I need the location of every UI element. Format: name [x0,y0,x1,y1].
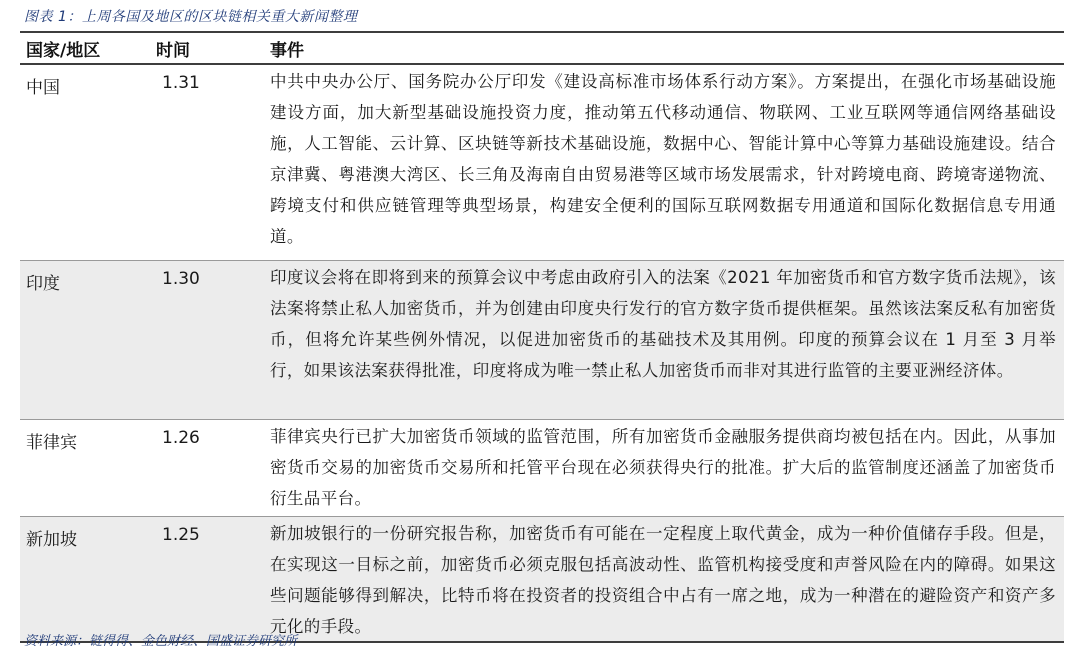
source-note: 资料来源：链得得、金色财经、国盛证券研究所 [24,634,298,649]
row-country: 菲律宾 [26,433,77,453]
table-row [20,420,1064,517]
row-country: 印度 [26,274,60,294]
row-country: 新加坡 [26,530,77,550]
header-time: 时间 [156,40,190,61]
table-row [20,65,1064,261]
row-time: 1.25 [162,525,200,545]
row-time: 1.26 [162,428,200,448]
figure-caption: 图表 1：上周各国及地区的区块链相关重大新闻整理 [24,9,358,25]
row-event: 菲律宾央行已扩大加密货币领域的监管范围，所有加密货币金融服务提供商均被包括在内。因此，从事加密货币交易的加密货币交易所和托管平台现在必须获得央行的批准。扩大后的监管制度还涵盖了加密货币衍生品平台。 [270,427,1056,508]
header-country: 国家/地区 [26,40,101,61]
row-event: 新加坡银行的一份研究报告称，加密货币有可能在一定程度上取代黄金，成为一种价值储存手段。但是，在实现这一目标之前，加密货币必须克服包括高波动性、监管机构接受度和声誉风险在内的障碍。如果这些问题能够得到解决，比特币将在投资者的投资组合中占有一席之地，成为一种潜在的避险资产和资产多元化的手段。 [270,524,1056,636]
row-event: 中共中央办公厅、国务院办公厅印发《建设高标准市场体系行动方案》。方案提出，在强化市场基础设施建设方面，加大新型基础设施投资力度，推动第五代移动通信、物联网、工业互联网等通信网络基础设施，人工智能、云计算、区块链等新技术基础设施，数据中心、智能计算中心等算力基础设施建设。结合京津冀、粤港澳大湾区、长三角及海南自由贸易港等区域市场发展需求，针对跨境电商、跨境寄递物流、跨境支付和供应链管理等典型场景，构建安全便利的国际互联网数据专用通道和国际化数据信息专用通道。 [270,72,1056,246]
row-event: 印度议会将在即将到来的预算会议中考虑由政府引入的法案《2021 年加密货币和官方数字货币法规》，该法案将禁止私人加密货币，并为创建由印度央行发行的官方数字货币提供框架。虽然该法案反私有加密货币，但将允许某些例外情况，以促进加密货币的基础技术及其用例。印度的预算会议在 1 月至 3 月举行，如果该法案获得批准，印度将成为唯一禁止私人加密货币而非对其进行监管的主要亚洲经济体。 [270,268,1056,380]
header-event: 事件 [270,40,304,61]
row-time: 1.31 [162,73,200,93]
row-time: 1.30 [162,269,200,289]
table-header [20,31,1064,65]
news-table [20,31,1064,643]
table-row [20,517,1064,643]
row-country: 中国 [26,78,60,98]
table-row [20,261,1064,420]
